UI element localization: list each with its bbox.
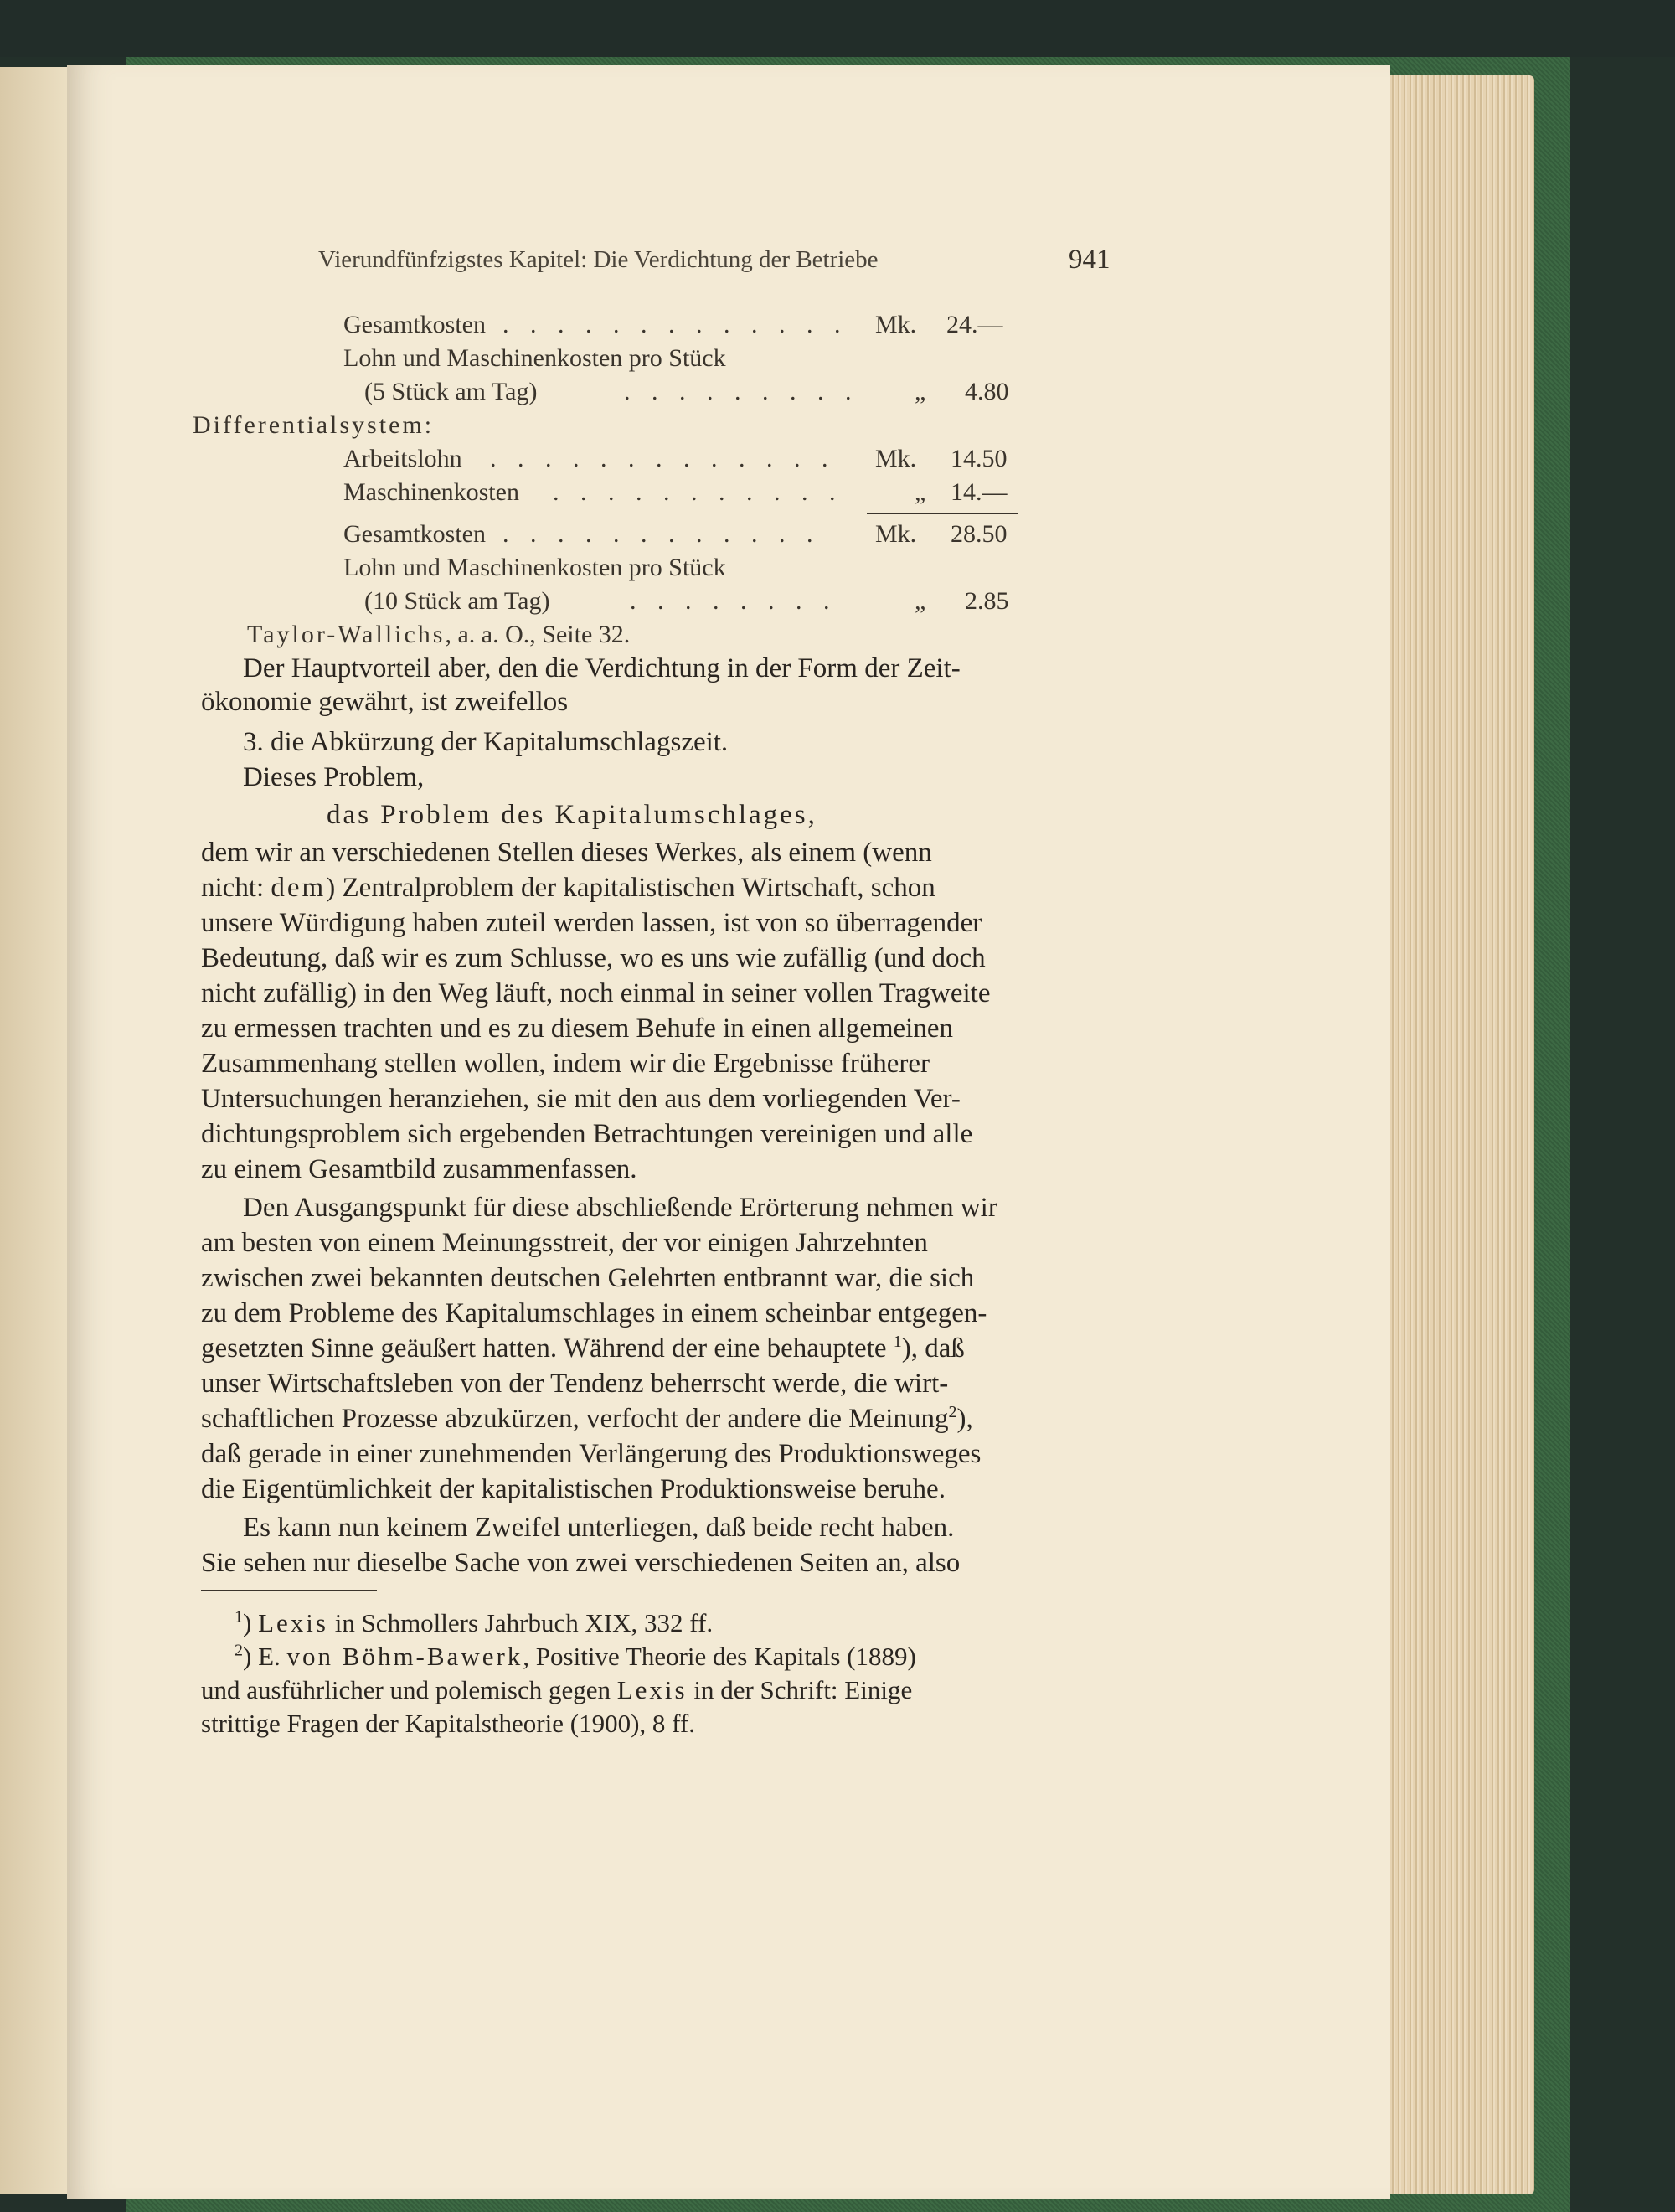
row-value: 14.— [951,478,1008,506]
paragraph-line: 3. die Abkürzung der Kapitalumschlagszeit. [243,727,729,757]
footnote-author: Lexis [258,1608,328,1637]
text-run: gesetzten Sinne geäußert hatten. Während der eine behauptete [201,1333,894,1364]
row-label: Maschinenkosten [343,478,519,506]
footnote-ref: 2 [948,1403,957,1421]
footnote-2-line-2 [201,1673,912,1707]
row-label: Gesamtkosten [343,520,486,548]
row-unit: Mk. [875,311,917,338]
paragraph-line: Sie sehen nur dieselbe Sache von zwei verschiedenen Seiten an, also [201,1548,961,1578]
paragraph-line: nicht zufällig) in den Weg läuft, noch einmal in seiner vollen Tragweite [201,978,991,1008]
emphasized-line: das Problem des Kapitalumschlages, [327,800,817,830]
text-run: schaftlichen Prozesse abzukürzen, verfocht der andere die Meinung [201,1404,949,1434]
paragraph-line: die Eigentümlichkeit der kapitalistischen Produktionsweise beruhe. [201,1474,946,1504]
row-label: Differentialsystem: [193,411,435,439]
text-run: ) Zentralproblem der kapitalistischen Wirtschaft, schon [326,873,935,903]
paragraph-line: Untersuchungen heranziehen, sie mit den aus dem vorliegenden Ver- [201,1084,961,1114]
leader-dots: . . . . . . . . . . . . . [502,311,848,338]
running-title: Vierundfünfzigstes Kapitel: Die Verdichtung der Betriebe [318,246,879,273]
paragraph-line: daß gerade in einer zunehmenden Verlängerung des Produktionsweges [201,1439,982,1469]
paragraph-line: unsere Würdigung haben zuteil werden lassen, ist von so überragender [201,908,982,938]
paragraph-line [201,1332,965,1365]
footnote-2: $^2$) E. von Böhm-Bawerk, Positive Theorie des Kapitals (1889) [234,1641,916,1671]
footnote-1: $^1$) Lexis in Schmollers Jahrbuch XIX, 332 ff. [234,1607,714,1637]
row-label: Gesamtkosten [343,311,486,338]
source-reference: , a. a. O., Seite 32. [445,621,631,648]
leader-dots: . . . . . . . . . [624,378,859,405]
leader-dots: . . . . . . . . [630,587,838,615]
row-label: Arbeitslohn [343,445,462,472]
paragraph-line: Zusammenhang stellen wollen, indem wir die Ergebnisse früherer [201,1049,930,1079]
page-number: 941 [1069,245,1111,275]
paragraph-line: zwischen zwei bekannten deutschen Gelehrten entbrannt war, die sich [201,1263,975,1293]
row-unit: „ [915,587,926,615]
paragraph-line: Es kann nun keinem Zweifel unterliegen, daß beide recht haben. [243,1513,955,1543]
source-author: Taylor-Wallichs [247,621,446,648]
row-value: 24.— [946,311,1003,338]
paragraph-line: dichtungsproblem sich ergebenden Betrachtungen vereinigen und alle [201,1119,973,1149]
row-label: (10 Stück am Tag) [364,587,550,615]
footnote-text: und ausführlicher und polemisch gegen [201,1675,617,1704]
table-source [247,618,630,652]
row-label: Lohn und Maschinenkosten pro Stück [343,554,726,581]
paragraph-line: Den Ausgangspunkt für diese abschließende Erörterung nehmen wir [243,1193,997,1223]
paragraph-line: Dieses Problem, [243,762,425,792]
paragraph-line [201,1402,973,1436]
paragraph-line: Der Hauptvorteil aber, den die Verdichtung in der Form der Zeit- [243,653,961,683]
row-value: 14.50 [951,445,1008,472]
paragraph-line: unser Wirtschaftsleben von der Tendenz beherrscht werde, die wirt- [201,1369,949,1399]
footnote-text: E. [258,1642,287,1671]
leader-dots: . . . . . . . . . . . . [502,520,821,548]
footnote-text: in Schmollers Jahrbuch XIX, 332 ff. [327,1608,714,1637]
row-unit: Mk. [875,445,917,472]
text-run: ), daß [901,1333,965,1364]
footnote-text: in der Schrift: Einige [687,1675,913,1704]
row-label: (5 Stück am Tag) [364,378,538,405]
row-unit: „ [915,378,926,405]
footnote-mark: 2 [234,1641,243,1660]
paragraph-line: zu dem Probleme des Kapitalumschlages in einem scheinbar entgegen- [201,1298,987,1328]
row-unit: „ [915,478,926,506]
row-label: Lohn und Maschinenkosten pro Stück [343,344,726,372]
sum-rule [867,513,1018,514]
leader-dots: . . . . . . . . . . . . . [490,445,836,472]
footnote-author: von Böhm-Bawerk [286,1642,523,1671]
paragraph-line: zu ermessen trachten und es zu diesem Behufe in einen allgemeinen [201,1013,953,1044]
footnote-rule [201,1590,377,1591]
paragraph-line: am besten von einem Meinungsstreit, der vor einigen Jahrzehnten [201,1228,928,1258]
paragraph-line: zu einem Gesamtbild zusammenfassen. [201,1154,637,1184]
row-value: 28.50 [951,520,1008,548]
row-unit: Mk. [875,520,917,548]
emphasized-word: dem [271,873,327,903]
footnote-author: Lexis [616,1675,688,1704]
page-fore-edge [1384,75,1534,2194]
row-value: 4.80 [965,378,1009,405]
paragraph-line [201,871,935,905]
paragraph-line: ökonomie gewährt, ist zweifellos [201,687,569,717]
book-page [67,65,1390,2199]
background-top [0,0,1675,57]
paragraph-line: dem wir an verschiedenen Stellen dieses Werkes, als einem (wenn [201,838,932,868]
footnote-text: , Positive Theorie des Kapitals (1889) [523,1642,916,1671]
footnote-ref: 1 [893,1333,902,1351]
text-run: nicht: [201,873,271,903]
paragraph-line: Bedeutung, daß wir es zum Schlusse, wo es uns wie zufällig (und doch [201,943,986,973]
footnote-mark: 1 [234,1607,243,1627]
footnote-2-line-3: strittige Fragen der Kapitalstheorie (1900), 8 ff. [201,1709,695,1738]
row-value: 2.85 [965,587,1009,615]
leader-dots: . . . . . . . . . . . [553,478,843,506]
text-run: ), [956,1404,973,1434]
